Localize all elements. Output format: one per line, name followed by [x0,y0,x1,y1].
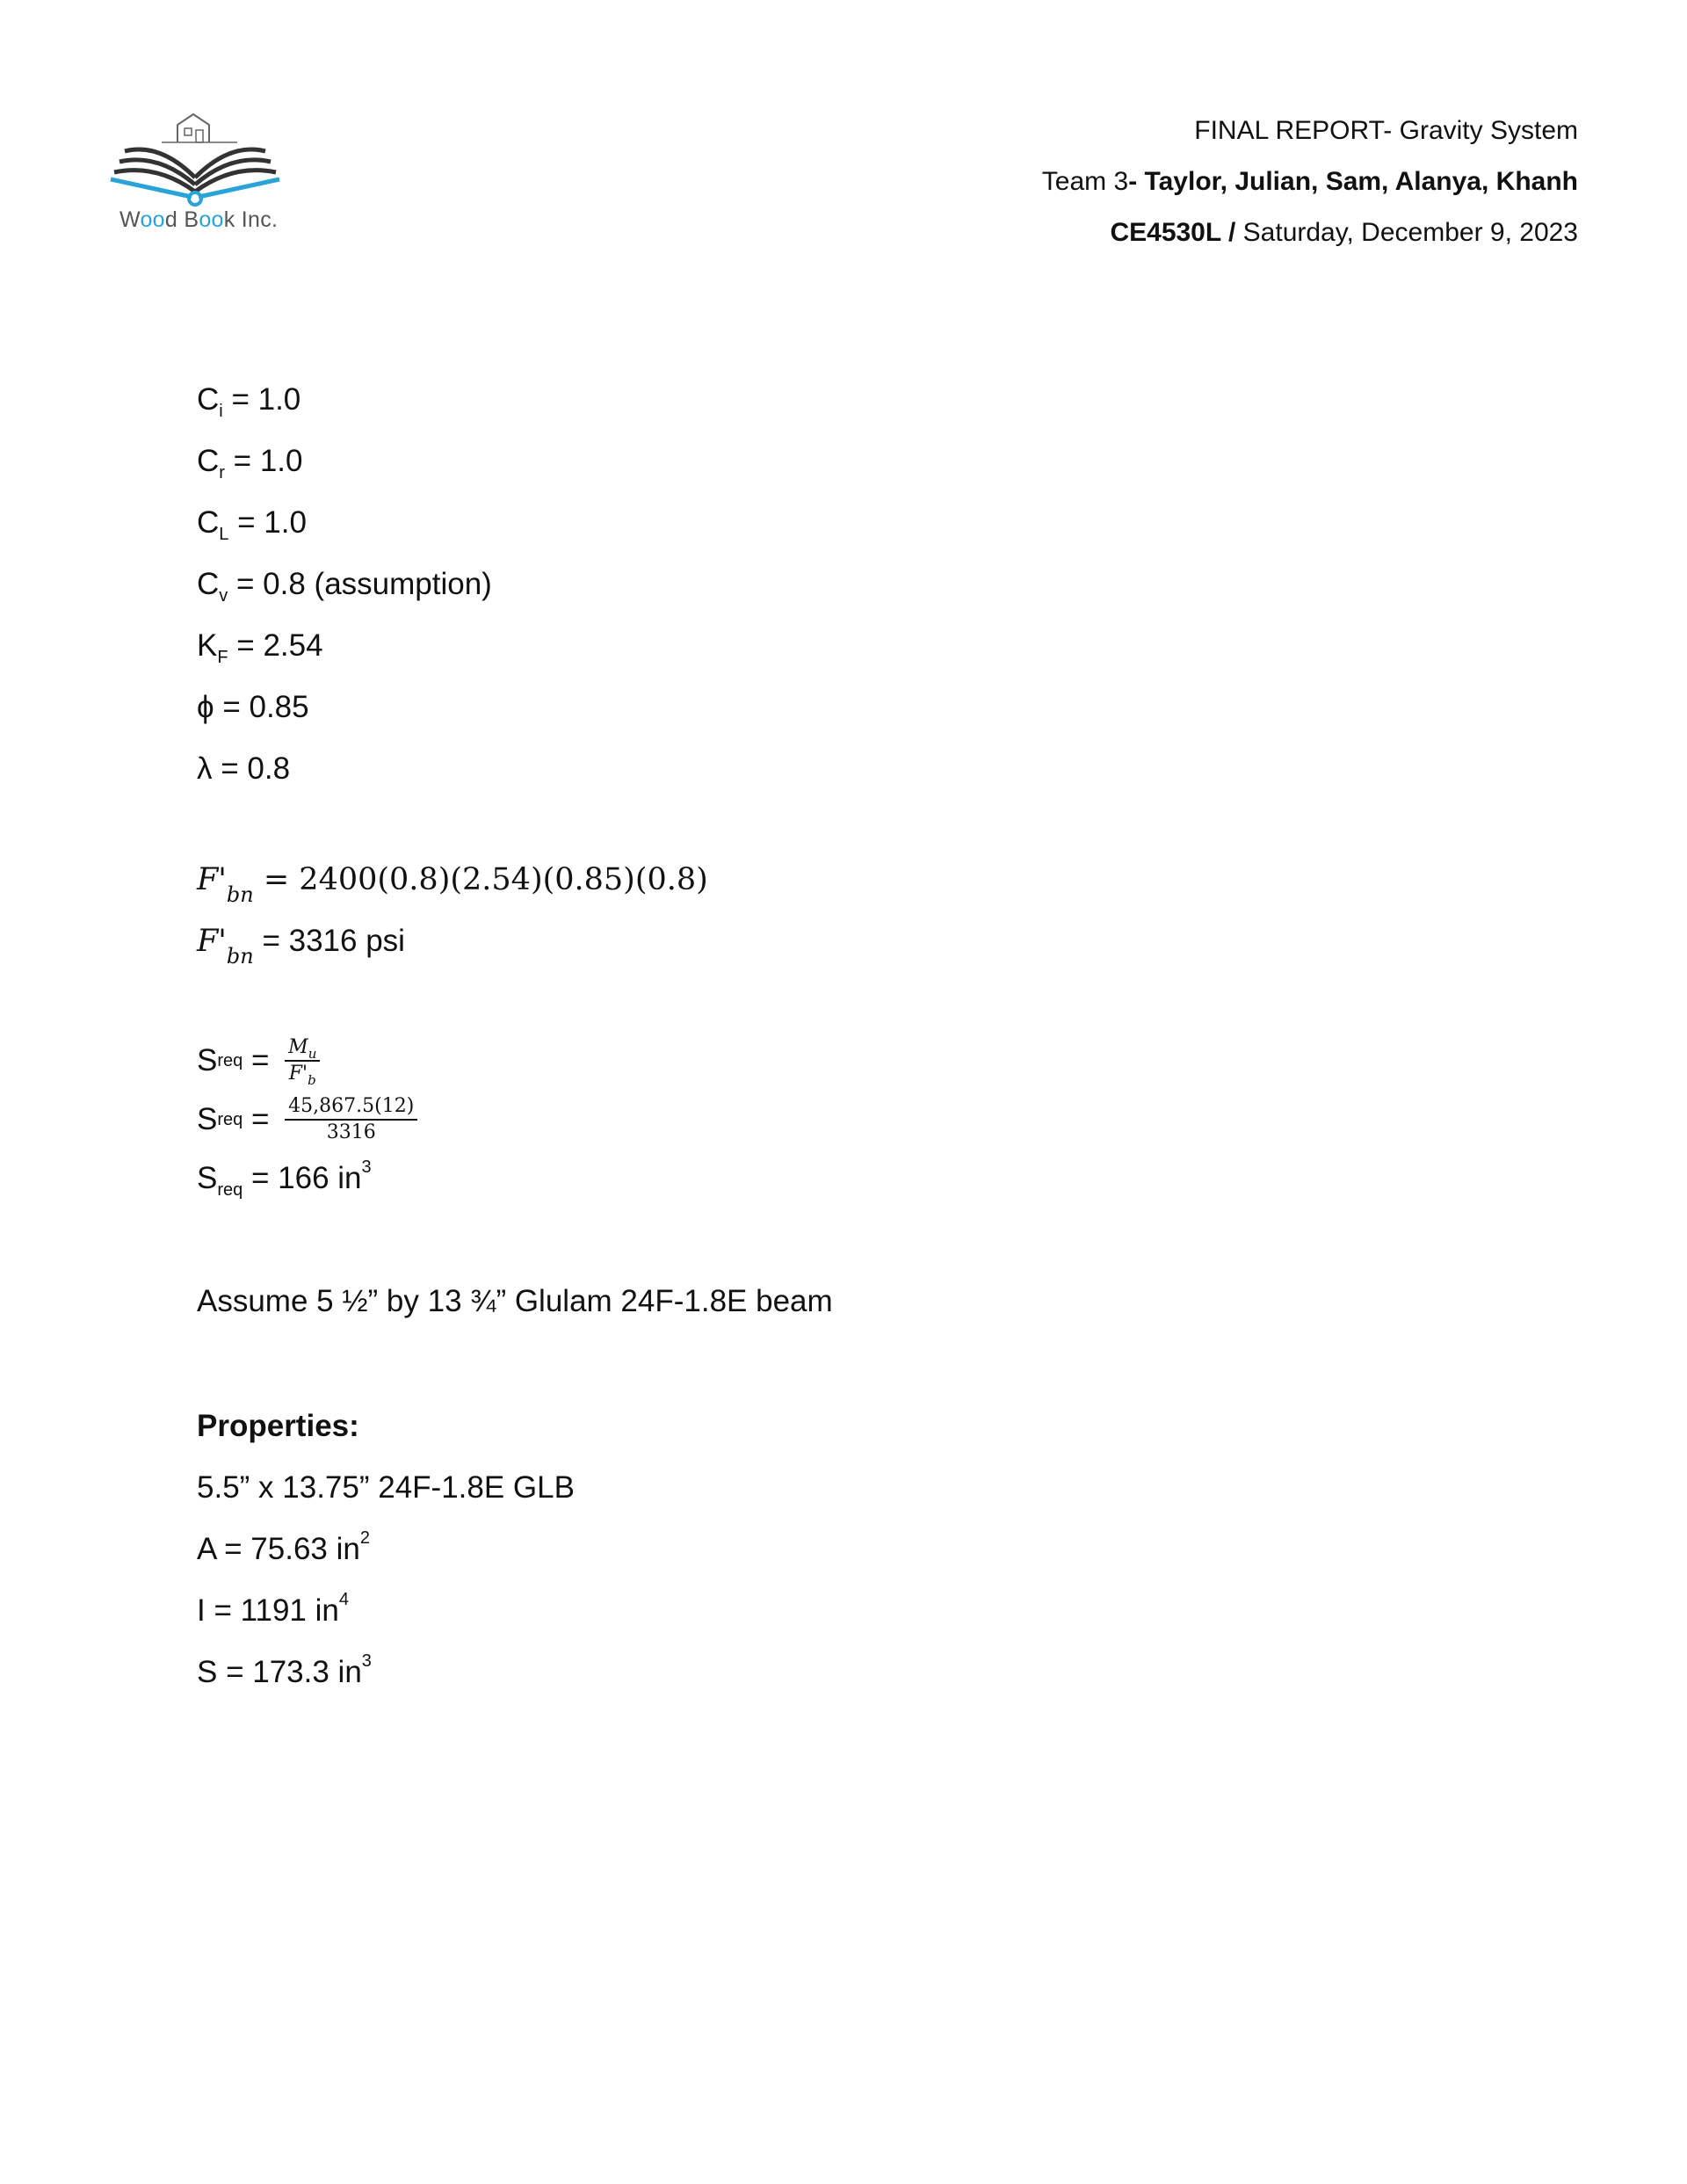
factor-phi: ϕ = 0.85 [197,690,309,724]
factor-cl: $C_L = 1.0$ [197,505,307,544]
team-line: Team 3- Taylor, Julian, Sam, Alanya, Khanh [1041,167,1578,196]
sreq-substitution: S req = $\frac{45,867.5(12)}{3316}$ [197,1092,1515,1148]
fbn-equation: $F'_{bn} = 2400(0.8)(2.54)(0.85)(0.8)$ [197,862,708,907]
fbn-result: $F'_{bn} = 3316$ psi [197,924,405,969]
factor-ci: $C_i = 1.0$ [197,382,301,421]
sreq-result: $S_{req} = 166$ $in^3$ [197,1157,372,1200]
property-inertia: I = 1191 $in^4$ [197,1590,349,1628]
company-name: Wood Book Inc. [119,207,279,232]
course-date-line: CE4530L / Saturday, December 9, 2023 [1110,218,1578,247]
property-area: A = 75.63 $in^2$ [197,1528,370,1566]
report-header [1042,105,1578,258]
report-title: FINAL REPORT- Gravity System [1194,116,1578,145]
properties-heading: Properties: [197,1409,359,1443]
open-book-house-icon [107,105,292,207]
factor-kf: $K_F = 2.54$ [197,628,323,667]
company-logo [107,105,292,237]
property-section: 5.5” x 13.75” 24F-1.8E GLB [197,1470,575,1505]
sreq-fraction-symbolic: $\frac{M_u}{F'_b}$ [285,1036,320,1085]
factor-cv: $C_v = 0.8$ (assumption) [197,567,492,606]
sreq-formula: S req = $\frac{M_u}{F'_b}$ [197,1030,1515,1092]
property-section-modulus: S = 173.3 $in^3$ [197,1651,372,1689]
calculation-body [197,369,1515,1703]
factor-cr: $C_r = 1.0$ [197,444,303,483]
beam-assumption: Assume 5 ½” by 13 ¾” Glulam 24F-1.8E beam [197,1284,833,1318]
sreq-fraction-numeric: $\frac{45,867.5(12)}{3316}$ [285,1095,417,1144]
factor-lambda: λ = 0.8 [197,751,291,786]
